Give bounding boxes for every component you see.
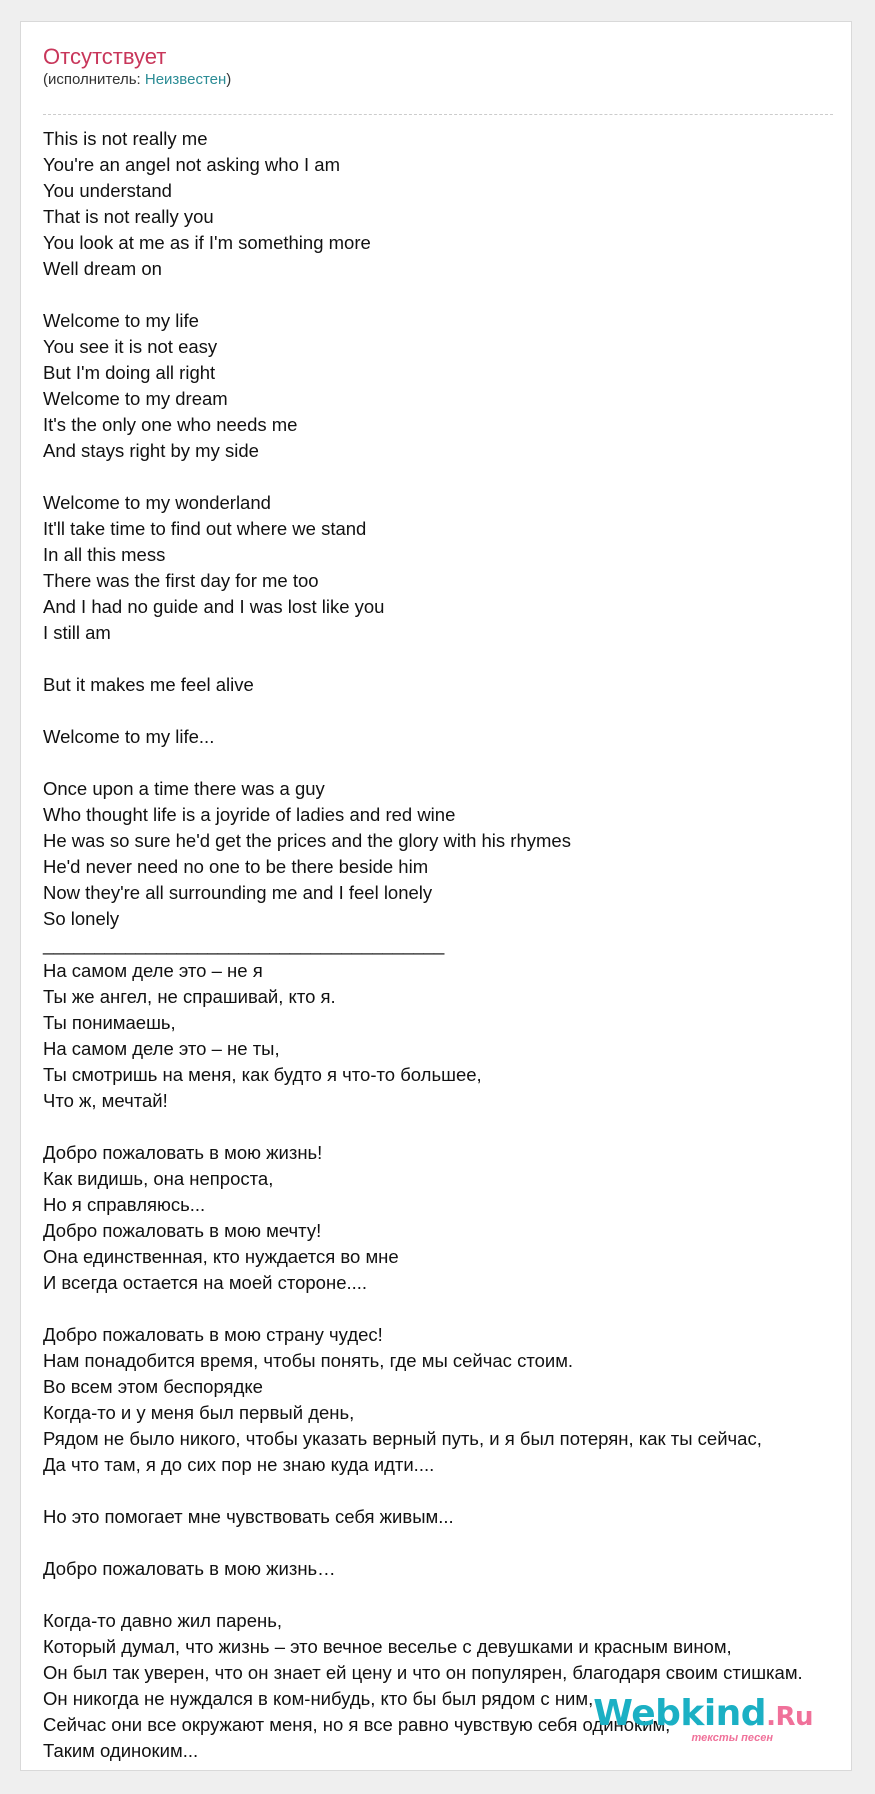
lyric-line — [43, 1582, 852, 1608]
song-header — [43, 43, 833, 89]
lyric-line — [43, 698, 852, 724]
lyric-line: Once upon a time there was a guy — [43, 778, 325, 799]
lyric-line: You look at me as if I'm something more — [43, 232, 371, 253]
lyric-line: Ты смотришь на меня, как будто я что-то большее, — [43, 1064, 482, 1085]
lyric-line: Что ж, мечтай! — [43, 1090, 168, 1111]
logo-tagline: тексты песен — [691, 1732, 773, 1744]
artist-link[interactable]: Неизвестен — [144, 71, 227, 88]
lyric-line: I still am — [43, 622, 111, 643]
artist-byline — [43, 71, 833, 89]
lyric-line: Welcome to my life... — [43, 726, 215, 747]
lyric-line: Который думал, что жизнь – это вечное веселье с девушками и красным вином, — [43, 1636, 732, 1657]
lyric-line: И всегда остается на моей стороне.... — [43, 1272, 368, 1293]
lyric-line: Ты же ангел, не спрашивай, кто я. — [43, 986, 336, 1007]
lyric-line: Он никогда не нуждался в ком-нибудь, кто бы был рядом с ним, — [43, 1688, 594, 1709]
lyric-line: So lonely — [43, 908, 120, 929]
lyric-line — [43, 1478, 852, 1504]
lyric-line — [43, 1296, 852, 1322]
lyric-line: Сейчас они все окружают меня, но я все равно чувствую себя одиноким, — [43, 1714, 671, 1735]
lyric-line: This is not really me — [43, 128, 208, 149]
lyric-line: Рядом не было никого, чтобы указать верный путь, и я был потерян, как ты сейчас, — [43, 1428, 762, 1449]
lyric-line: _______________________________________ — [43, 934, 445, 955]
lyric-line: He'd never need no one to be there beside him — [43, 856, 429, 877]
lyric-line: На самом деле это – не я — [43, 960, 263, 981]
lyric-line: In all this mess — [43, 544, 166, 565]
lyric-line — [43, 750, 852, 776]
lyric-line — [43, 282, 852, 308]
logo-tld: .Ru — [766, 1702, 813, 1732]
lyric-line — [43, 1530, 852, 1556]
lyric-line: But I'm doing all right — [43, 362, 216, 383]
lyric-line: Во всем этом беспорядке — [43, 1376, 263, 1397]
lyric-line: You see it is not easy — [43, 336, 218, 357]
song-title: Отсутствует — [43, 44, 167, 69]
lyric-line: Когда-то и у меня был первый день, — [43, 1402, 355, 1423]
lyric-line: And stays right by my side — [43, 440, 259, 461]
lyric-line: You're an angel not asking who I am — [43, 154, 340, 175]
lyric-line: Нам понадобится время, чтобы понять, где мы сейчас стоим. — [43, 1350, 574, 1371]
byline-suffix: ) — [226, 71, 232, 88]
lyric-line: But it makes me feel alive — [43, 674, 254, 695]
lyric-line: Welcome to my dream — [43, 388, 228, 409]
lyric-line: And I had no guide and I was lost like you — [43, 596, 385, 617]
lyric-line: That is not really you — [43, 206, 214, 227]
lyric-line: Добро пожаловать в мою мечту! — [43, 1220, 322, 1241]
lyric-line: Добро пожаловать в мою страну чудес! — [43, 1324, 383, 1345]
byline-prefix: (исполнитель: — [43, 71, 145, 88]
lyric-line: He was so sure he'd get the prices and the glory with his rhymes — [43, 830, 571, 851]
lyric-line: Он был так уверен, что он знает ей цену и что он популярен, благодаря своим стишкам. — [43, 1662, 803, 1683]
lyric-line: Добро пожаловать в мою жизнь! — [43, 1142, 323, 1163]
lyrics-card — [20, 21, 852, 1771]
logo-name: Webkind — [593, 1693, 767, 1734]
lyric-line: Добро пожаловать в мою жизнь… — [43, 1558, 336, 1579]
lyric-line: It's the only one who needs me — [43, 414, 298, 435]
lyric-line: Welcome to my wonderland — [43, 492, 271, 513]
lyric-line: Who thought life is a joyride of ladies and red wine — [43, 804, 456, 825]
lyrics-text — [43, 126, 852, 1764]
lyric-line: Таким одиноким... — [43, 1740, 199, 1761]
lyric-line: Она единственная, кто нуждается во мне — [43, 1246, 399, 1267]
lyric-line — [43, 464, 852, 490]
lyric-line: Но я справляюсь... — [43, 1194, 206, 1215]
lyric-line: Как видишь, она непроста, — [43, 1168, 274, 1189]
lyric-line — [43, 1114, 852, 1140]
lyric-line: It'll take time to find out where we stand — [43, 518, 367, 539]
lyric-line — [43, 646, 852, 672]
lyric-line: Да что там, я до сих пор не знаю куда идти.... — [43, 1454, 435, 1475]
lyric-line: Когда-то давно жил парень, — [43, 1610, 283, 1631]
lyric-line: You understand — [43, 180, 172, 201]
lyric-line: There was the first day for me too — [43, 570, 319, 591]
header-divider — [43, 114, 833, 115]
lyric-line: Welcome to my life — [43, 310, 199, 331]
lyric-line: Но это помогает мне чувствовать себя живым... — [43, 1506, 454, 1527]
site-logo[interactable] — [593, 1695, 813, 1744]
lyric-line: Now they're all surrounding me and I feel lonely — [43, 882, 433, 903]
lyric-line: На самом деле это – не ты, — [43, 1038, 280, 1059]
lyric-line: Ты понимаешь, — [43, 1012, 176, 1033]
lyric-line: Well dream on — [43, 258, 162, 279]
